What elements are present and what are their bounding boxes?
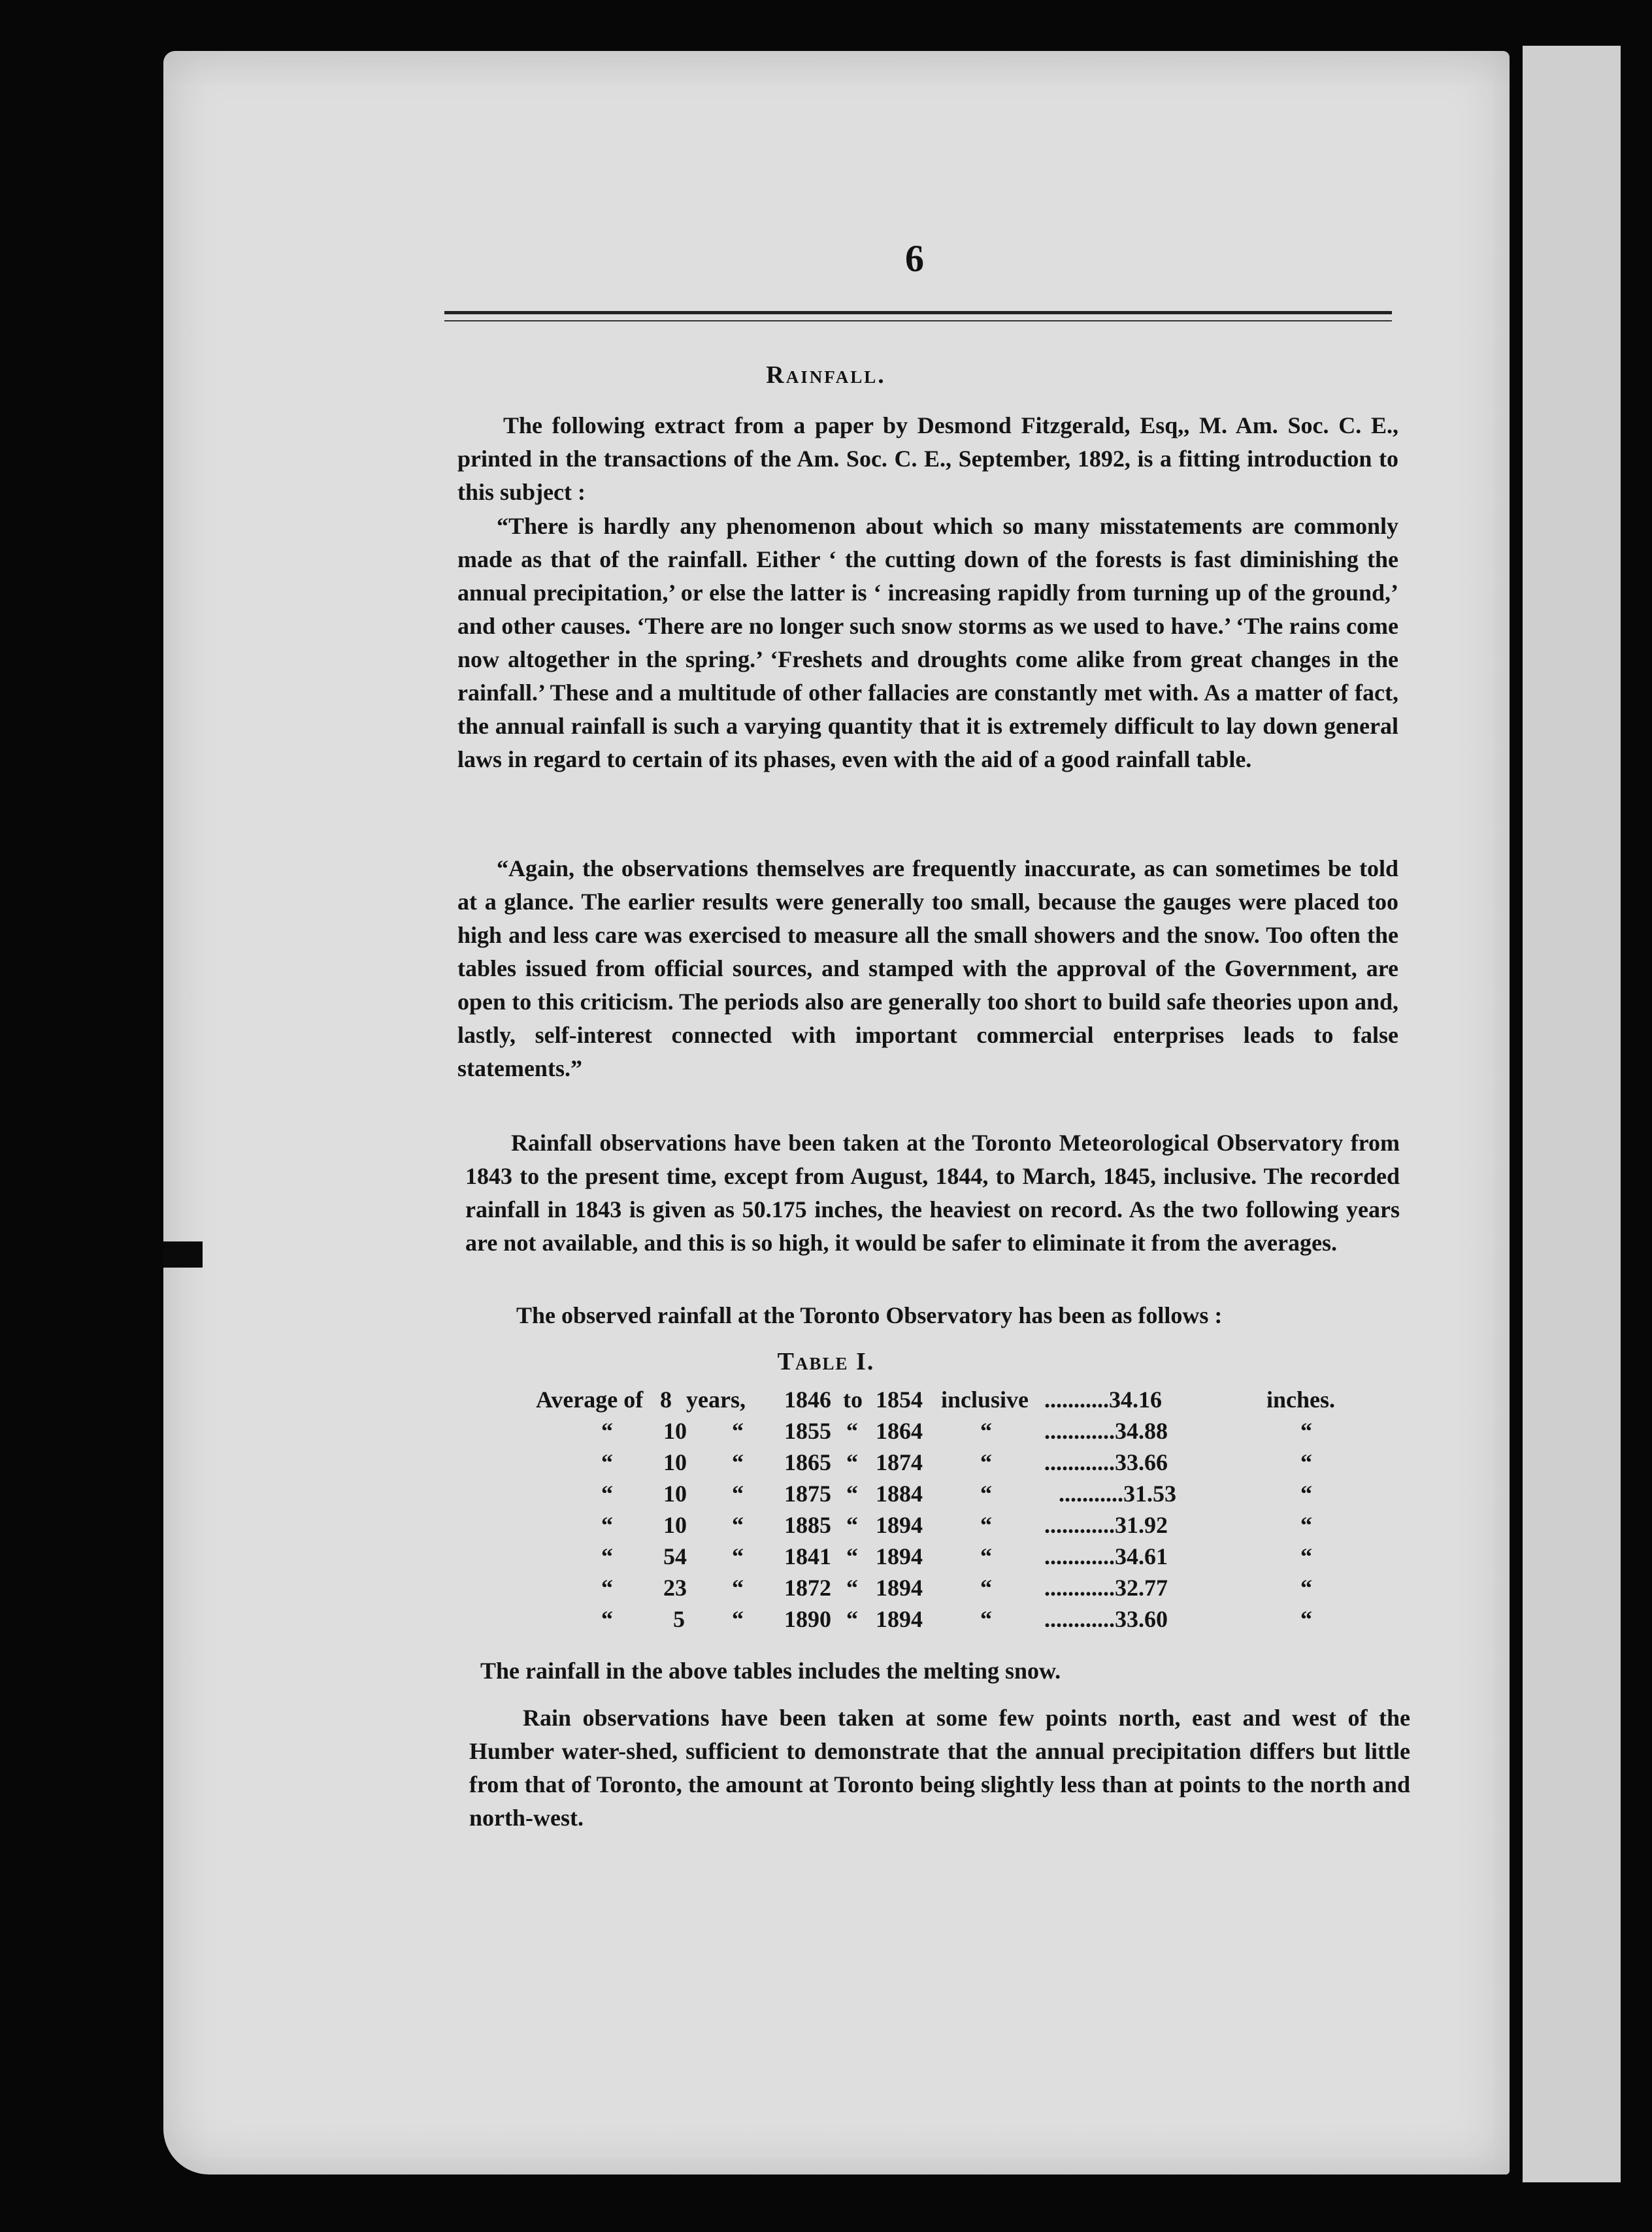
row-to-label: “ (846, 1449, 858, 1475)
row-inclusive: “ (980, 1606, 992, 1632)
row-value: ............33.66 (1044, 1449, 1168, 1475)
row-to-label: “ (846, 1481, 858, 1507)
quote-paragraph-2: “Again, the observations themselves are frequently inaccurate, as can sometimes be told at a glance. The earlier results were generally too small, because the gauges were placed too high and less care was exercised to measure all the small showers and the snow. Too often the tables issued from official sources, and stamped with the approval of the Government, are open to this criticism. The periods also are generally too short to build safe theories upon and, lastly, self-interest connected with important commercial enterprises leads to false statements.” (457, 855, 1398, 1081)
row-years: 10 (663, 1512, 687, 1538)
row-years-label: “ (732, 1606, 744, 1632)
row-years: 10 (663, 1481, 687, 1507)
page-notch (163, 1241, 203, 1268)
humber-paragraph: Rain observations have been taken at some few points north, east and west of the Humber water-shed, sufficient to demonstrate that the annual precipitation differs but little from that of Toronto, the amount at Toronto being slightly less than at points to the north and north-west. (469, 1705, 1410, 1831)
row-prefix: “ (601, 1543, 613, 1569)
row-inclusive: “ (980, 1418, 992, 1444)
row-unit: “ (1300, 1606, 1312, 1632)
observed-rainfall-intro: The observed rainfall at the Toronto Observatory has been as follows : (516, 1302, 1223, 1328)
header-rule-thin (444, 320, 1392, 321)
row-from: 1875 (784, 1481, 831, 1507)
row-years: 10 (663, 1449, 687, 1475)
row-value: ...........31.53 (1059, 1481, 1176, 1507)
row-to: 1884 (876, 1481, 923, 1507)
melting-snow-paragraph: The rainfall in the above tables includes the melting snow. (480, 1658, 1061, 1684)
row-value: ...........34.16 (1044, 1387, 1162, 1413)
row-unit: inches. (1266, 1387, 1336, 1413)
row-years-label: “ (732, 1481, 744, 1507)
row-prefix: “ (601, 1606, 613, 1632)
row-unit: “ (1300, 1512, 1312, 1538)
row-prefix: “ (601, 1575, 613, 1601)
row-years: 10 (663, 1418, 687, 1444)
header-rule (444, 311, 1392, 314)
row-years-label: “ (732, 1575, 744, 1601)
row-years: 54 (663, 1543, 687, 1569)
row-to-label: “ (846, 1543, 858, 1569)
row-prefix: “ (601, 1512, 613, 1538)
row-inclusive: “ (980, 1481, 992, 1507)
row-value: ............34.88 (1044, 1418, 1168, 1444)
row-to-label: “ (846, 1606, 858, 1632)
row-value: ............34.61 (1044, 1543, 1168, 1569)
row-years-label: “ (732, 1512, 744, 1538)
row-to: 1894 (876, 1543, 923, 1569)
row-to-label: to (843, 1387, 863, 1413)
row-prefix: “ (601, 1481, 613, 1507)
row-to-label: “ (846, 1575, 858, 1601)
row-years: 8 (660, 1387, 672, 1413)
table-title: Table I. (777, 1348, 875, 1375)
row-years-label: “ (732, 1418, 744, 1444)
row-unit: “ (1300, 1449, 1312, 1475)
row-to: 1874 (876, 1449, 923, 1475)
row-from: 1872 (784, 1575, 831, 1601)
row-inclusive: “ (980, 1449, 992, 1475)
row-years: 5 (673, 1606, 685, 1632)
intro-paragraph: The following extract from a paper by Desmond Fitzgerald, Esq,, M. Am. Soc. C. E., printed in the transactions of the Am. Soc. C. E., September, 1892, is a fitting introduction to this subject : (457, 412, 1398, 505)
row-from: 1890 (784, 1606, 831, 1632)
row-value: ............32.77 (1044, 1575, 1168, 1601)
row-unit: “ (1300, 1543, 1312, 1569)
row-unit: “ (1300, 1481, 1312, 1507)
row-years-label: years, (686, 1387, 746, 1413)
row-years-label: “ (732, 1449, 744, 1475)
row-from: 1841 (784, 1543, 831, 1569)
row-inclusive: inclusive (941, 1387, 1029, 1413)
row-prefix: Average of (536, 1387, 644, 1413)
page-number: 6 (905, 237, 924, 280)
row-to: 1864 (876, 1418, 923, 1444)
quote-paragraph-1: “There is hardly any phenomenon about which so many misstatements are commonly made as that of the rainfall. Either ‘ the cutting down of the forests is fast diminishing the annual precipitation,’ or else the latter is ‘ increasing rapidly from turning up of the ground,’ and other causes. ‘There are no longer such snow storms as we used to have.’ ‘The rains come now altogether in the spring.’ ‘Freshets and droughts come alike from great changes in the rainfall.’ These and a multitude of other fallacies are constantly met with. As a matter of fact, the annual rainfall is such a varying quantity that it is extremely difficult to lay down general laws in regard to certain of its phases, even with the aid of a good rainfall table. (457, 513, 1398, 772)
row-to-label: “ (846, 1512, 858, 1538)
row-from: 1865 (784, 1449, 831, 1475)
row-to: 1894 (876, 1575, 923, 1601)
row-years: 23 (663, 1575, 687, 1601)
row-inclusive: “ (980, 1575, 992, 1601)
row-from: 1885 (784, 1512, 831, 1538)
row-prefix: “ (601, 1449, 613, 1475)
row-inclusive: “ (980, 1543, 992, 1569)
row-years-label: “ (732, 1543, 744, 1569)
row-inclusive: “ (980, 1512, 992, 1538)
section-heading: Rainfall. (766, 361, 886, 389)
row-unit: “ (1300, 1575, 1312, 1601)
row-value: ............33.60 (1044, 1606, 1168, 1632)
row-to: 1894 (876, 1512, 923, 1538)
row-from: 1846 (784, 1387, 831, 1413)
row-value: ............31.92 (1044, 1512, 1168, 1538)
row-from: 1855 (784, 1418, 831, 1444)
row-to-label: “ (846, 1418, 858, 1444)
row-prefix: “ (601, 1418, 613, 1444)
row-to: 1894 (876, 1606, 923, 1632)
observatory-paragraph: Rainfall observations have been taken at the Toronto Meteorological Observatory from 1843 to the present time, except from August, 1844, to March, 1845, inclusive. The recorded rainfall in 1843 is given as 50.175 inches, the heaviest on record. As the two following years are not available, and this is so high, it would be safer to eliminate it from the averages. (465, 1130, 1400, 1256)
row-unit: “ (1300, 1418, 1312, 1444)
row-to: 1854 (876, 1387, 923, 1413)
